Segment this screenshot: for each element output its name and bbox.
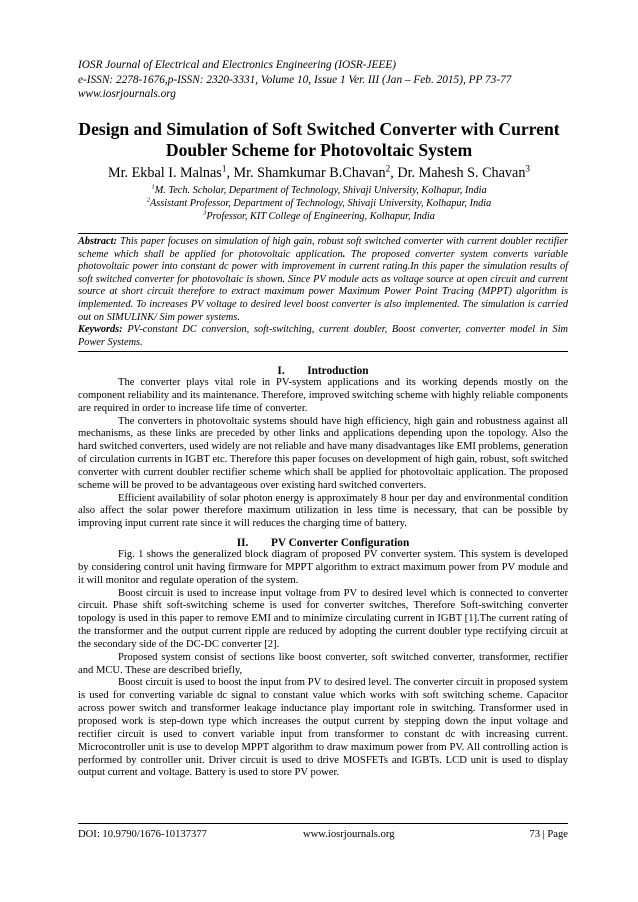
author-name: Mr. Shamkumar B.Chavan [233,165,386,181]
journal-header [78,58,568,102]
journal-issn: e-ISSN: 2278-1676,p-ISSN: 2320-3331, Volume 10, Issue 1 Ver. III (Jan – Feb. 2015), PP 73-77 [78,73,512,86]
abstract-label: Abstract: [78,236,117,247]
author-superscript: 1 [221,163,227,174]
abstract: Abstract: This paper focuses on simulation of high gain, robust soft switched converter with current doubler rectifier scheme which shall be applied for photovoltaic application. The proposed converter system converts variable photovoltaic power into constant dc power with improvement in current rating.In this paper the simulation results of soft switched converter for photovoltaic is shown. Since PV module acts as voltage source at open circuit and current source at short circuit therefore to extract maximum power Maximum Power Point Tracing (MPPT) algorithm is implemented. To increases PV voltage to desired level boost converter is also implemented. The simulation is carried out on SIMULINK/ Sim power systems. [78,236,569,323]
author-name: Mr. Ekbal I. Malnas [107,165,222,181]
journal-name: IOSR Journal of Electrical and Electronics Engineering (IOSR-JEEE) [78,59,397,71]
author-superscript: 3 [525,163,531,174]
author-list: Mr. Ekbal I. Malnas$^1$, Mr. Shamkumar B.Chavan$^2$, Dr. Mahesh S. Chavan$^3$ [107,163,531,181]
author-name: Dr. Mahesh S. Chavan [397,165,526,181]
keywords: Keywords: PV-constant DC conversion, soft-switching, current doubler, Boost converter, converter model in Sim Power Systems. [78,324,568,348]
keywords-label: Keywords: [78,324,123,336]
footer-doi: DOI: 10.9790/1676-10137377 [78,829,207,840]
introduction-body [78,377,568,531]
abstract-box [78,233,568,352]
paragraph: Fig. 1 shows the generalized block diagram of proposed PV converter system. This system is developed by considering control unit having firmware for MPPT algorithm to extract maximum power from PV module and it will monitor and regulate operation of the system. [78,549,568,586]
author-superscript: 2 [385,163,391,174]
section-heading-introduction: I. Introduction [277,365,369,377]
paragraph: Proposed system consist of sections like boost converter, soft switched converter, transformer, rectifier and MCU. These are described briefly, [78,651,568,676]
paper-title: Design and Simulation of Soft Switched Converter with Current Doubler Scheme for Photovoltaic System [78,119,560,160]
paragraph: Efficient availability of solar photon energy is approximately 8 hour per day and environmental condition also affect the solar power therefore maximum utilization in less time is necessary, that can be possible by improving input current rate since it will reduces the charging time of battery. [78,492,568,530]
journal-website: www.iosrjournals.org [78,88,176,100]
affiliation-line: $^3$Professor, KIT College of Engineering, Kolhapur, India [203,209,435,223]
footer-website: www.iosrjournals.org [303,829,395,840]
paragraph: The converters in photovoltaic systems should have high efficiency, high gain and robustness against all mechanisms, as these links are preceded by other links and applications depending upon the topology. Also the hard switched converters, used widely are not reliable and have many disadvantages like EMI problems, generation of circulation currents in IGBT etc. Therefore this paper focuses on development of high gain, robust, soft switched converter with current doubler rectifier scheme which shall be applied for photovoltaic application. The proposed scheme will be proved to be advantageous over existing hard switched converters. [78,415,568,491]
paragraph: Boost circuit is used to increase input voltage from PV to desired level which is connected to converter circuit. Phase shift soft-switching scheme is used for converter switches, Therefore Soft-switching converter topology is used in this paper to remove EMI and to minimize circulating current in IGBT [1].The current rating of the transformer and the output current ripple are reduced by adopting the current doubler type rectifying circuit at the secondary side of the DC-DC converter [2]. [78,587,568,650]
paragraph: Boost circuit is used to boost the input from PV to desired level. The converter circuit in proposed system is used for converting variable dc signal to constant value which works with soft switching scheme. Capacitor across power switch and transformer leakage inductance play important role in switching. Transformer used in proposed work is step-down type which increases the output current by stepping down the input voltage and rectifier circuit is used to convert variable input from transformer to constant dc with increasing current. Microcontroller unit is use to develop MPPT algorithm to draw maximum power from PV. All controlling action is performed by controller unit. Driver circuit is used to drive MOSFETs and IGBTs. LCD unit is used to display output current and voltage. Battery is used to store PV power. [78,677,568,779]
footer-divider [78,823,568,824]
footer-page-number: 73 | Page [529,829,568,840]
affiliation-line: $^2$Assistant Professor, Department of Technology, Shivaji University, Kolhapur, India [146,196,492,210]
affiliation-list [70,184,568,224]
paragraph: The converter plays vital role in PV-system applications and its working depends mostly on the component reliability and its maintenance. Therefore, improved switching scheme with highly reliable components are required in order to increase life time of converter. [78,377,568,414]
pv-configuration-body [78,549,568,780]
affiliation-line: $^1$M. Tech. Scholar, Department of Technology, Shivaji University, Kolhapur, India [151,183,487,196]
section-heading-pv-configuration: II. PV Converter Configuration [236,537,410,549]
